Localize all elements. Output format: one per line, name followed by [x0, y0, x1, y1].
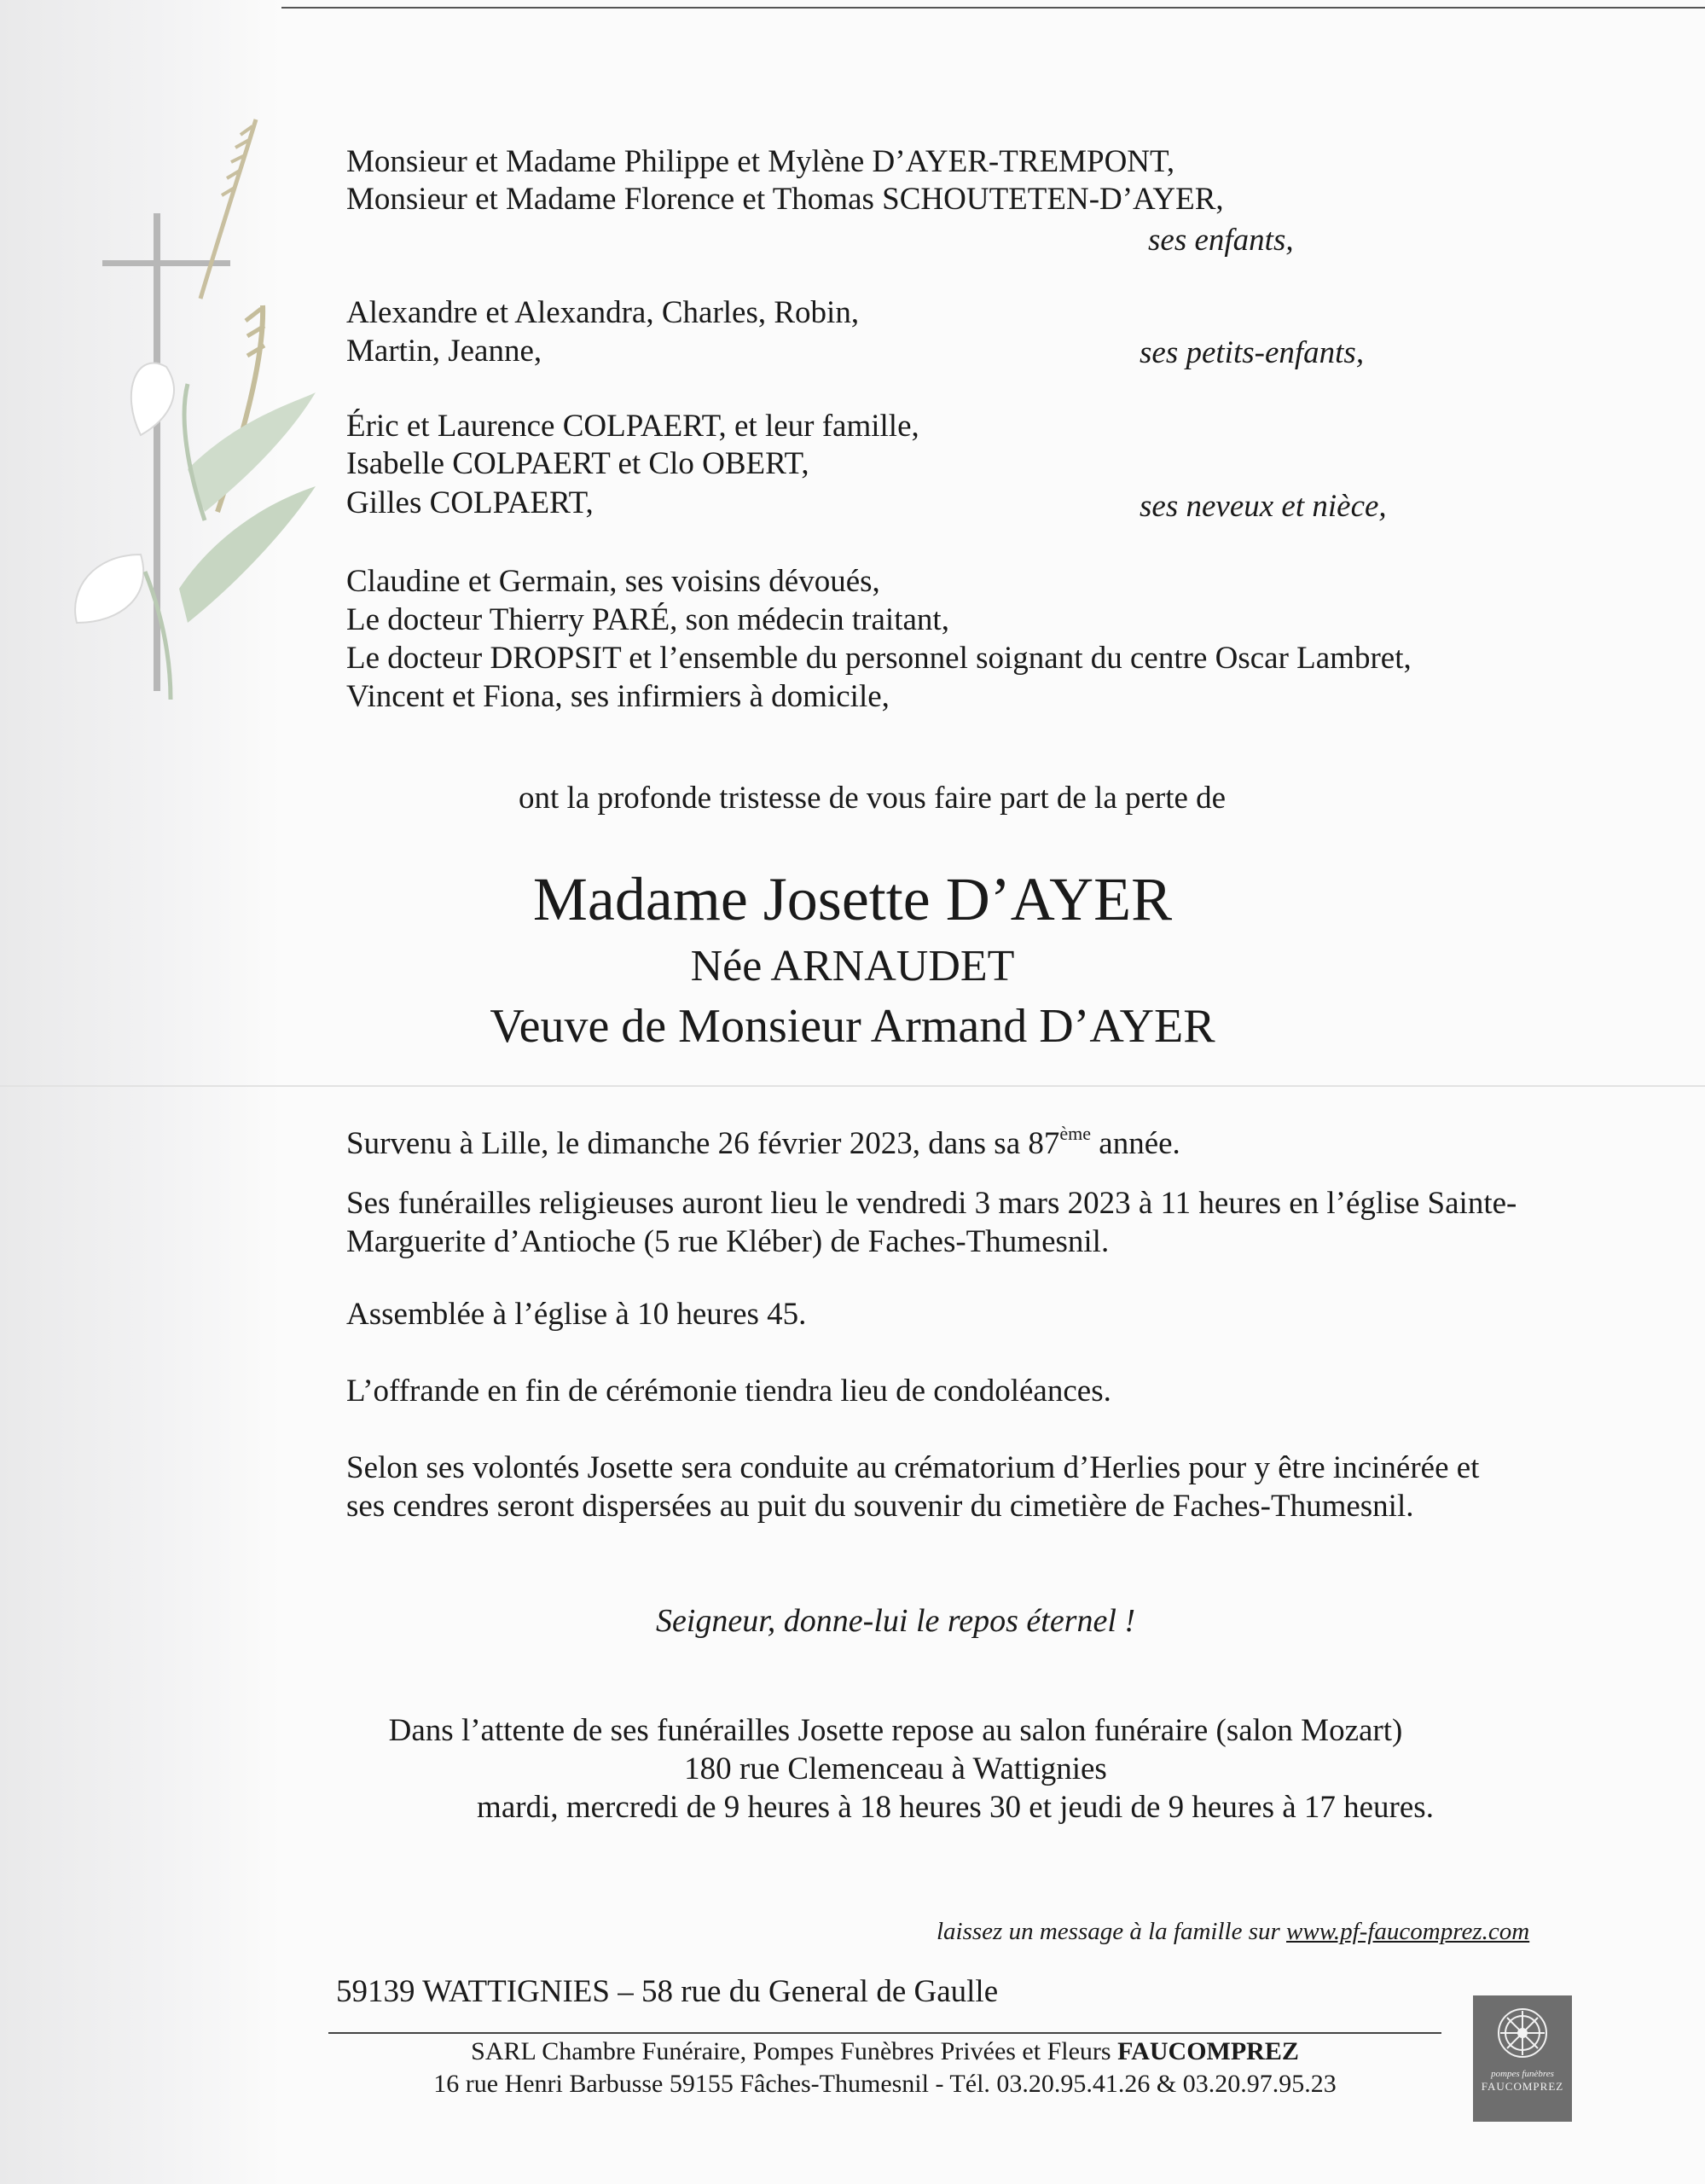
footer-rule: [328, 2032, 1441, 2034]
website-link[interactable]: www.pf-faucomprez.com: [1286, 1918, 1530, 1945]
offering-note: L’offrande en fin de cérémonie tiendra lieu de condoléances.: [346, 1374, 1111, 1409]
prayer: Seigneur, donne-lui le repos éternel !: [655, 1603, 1136, 1639]
funeral-line-1: Ses funérailles religieuses auront lieu le vendredi 3 mars 2023 à 11 heures en l’église Sainte-: [346, 1186, 1517, 1221]
children-line-1: Monsieur et Madame Philippe et Mylène D’AYER-TREMPONT,: [346, 144, 1175, 179]
cremation-line-2: ses cendres seront dispersées au puit du souvenir du cimetière de Faches-Thumesnil.: [346, 1489, 1414, 1524]
death-notice-superscript: ème: [1059, 1123, 1092, 1144]
logo-tagline: pompes funèbres: [1491, 2069, 1554, 2079]
company-prefix: SARL Chambre Funéraire, Pompes Funèbres Privées et Fleurs: [471, 2037, 1118, 2065]
assembly-time: Assemblée à l’église à 10 heures 45.: [346, 1297, 807, 1332]
nephews-line-2: Isabelle COLPAERT et Clo OBERT,: [346, 446, 809, 481]
children-role: ses enfants,: [1148, 223, 1294, 258]
announcement: ont la profonde tristesse de vous faire part de la perte de: [519, 781, 1227, 816]
grandchildren-role: ses petits-enfants,: [1140, 335, 1365, 370]
cross-and-lily-decoration-icon: [60, 111, 316, 708]
company-logo: [1473, 1995, 1572, 2122]
children-line-2: Monsieur et Madame Florence et Thomas SCHOUTETEN-D’AYER,: [346, 182, 1224, 217]
deceased-birth-name: Née ARNAUDET: [690, 942, 1015, 990]
rosette-logo-icon: [1495, 2006, 1550, 2060]
salon-line-2: 180 rue Clemenceau à Wattignies: [684, 1751, 1107, 1786]
nephews-line-3: Gilles COLPAERT,: [346, 485, 594, 520]
grandchildren-line-1: Alexandre et Alexandra, Charles, Robin,: [346, 295, 860, 330]
salon-line-3: mardi, mercredi de 9 heures à 18 heures 30 et jeudi de 9 heures à 17 heures.: [477, 1790, 1434, 1825]
death-notice: [346, 1115, 1180, 1163]
grandchildren-line-2: Martin, Jeanne,: [346, 334, 542, 369]
nephews-line-1: Éric et Laurence COLPAERT, et leur famille,: [346, 409, 919, 444]
others-line-1: Claudine et Germain, ses voisins dévoués,: [346, 564, 880, 599]
fold-line: [0, 1085, 1705, 1087]
nephews-role: ses neveux et nièce,: [1140, 489, 1387, 524]
salon-line-1: Dans l’attente de ses funérailles Josette repose au salon funéraire (salon Mozart): [388, 1713, 1403, 1748]
logo-name: FAUCOMPREZ: [1481, 2080, 1564, 2093]
cremation-line-1: Selon ses volontés Josette sera conduite au crématorium d’Herlies pour y être incinérée et: [346, 1450, 1480, 1485]
death-notice-suffix: année.: [1091, 1126, 1180, 1161]
message-prefix: laissez un message à la famille sur: [937, 1918, 1287, 1945]
others-line-3: Le docteur DROPSIT et l’ensemble du personnel soignant du centre Oscar Lambret,: [346, 641, 1412, 676]
company-name: FAUCOMPREZ: [1117, 2037, 1299, 2065]
company-address: 16 rue Henri Barbusse 59155 Fâches-Thumesnil - Tél. 03.20.95.41.26 & 03.20.97.95.23: [433, 2070, 1337, 2098]
message-line: [937, 1916, 1529, 1947]
death-notice-text: Survenu à Lille, le dimanche 26 février 2023, dans sa 87: [346, 1126, 1060, 1161]
others-line-4: Vincent et Fiona, ses infirmiers à domicile,: [346, 679, 890, 714]
deceased-name: Madame Josette D’AYER: [532, 865, 1173, 933]
funeral-line-2: Marguerite d’Antioche (5 rue Kléber) de Faches-Thumesnil.: [346, 1224, 1110, 1259]
address-line: 59139 WATTIGNIES – 58 rue du General de Gaulle: [336, 1974, 999, 2009]
others-line-2: Le docteur Thierry PARÉ, son médecin traitant,: [346, 602, 949, 637]
deceased-widow-of: Veuve de Monsieur Armand D’AYER: [490, 1000, 1215, 1053]
company-line: [328, 2036, 1441, 2068]
